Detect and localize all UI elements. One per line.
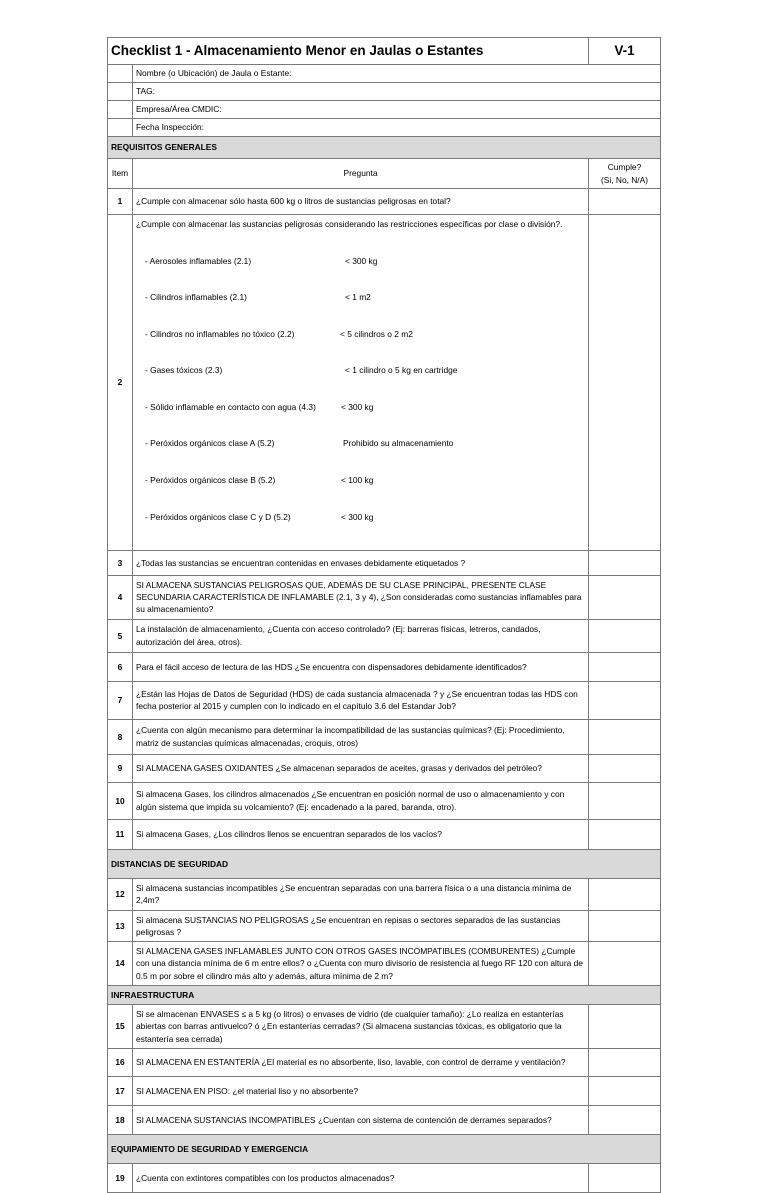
restriction-limit: < 300 kg bbox=[341, 401, 374, 412]
info-row-company bbox=[108, 101, 661, 119]
info-field-company[interactable]: Empresa/Área CMDIC: bbox=[133, 101, 661, 119]
restriction-label: - Peróxidos orgánicos clase C y D (5.2) bbox=[145, 511, 291, 522]
question-text: Si almacena SUSTANCIAS NO PELIGROSAS ¿Se encuentran en repisas o sectores separados de las sustancias peligrosas ? bbox=[133, 910, 589, 941]
item-number: 15 bbox=[108, 1005, 133, 1049]
question-text: Si almacena Gases, ¿Los cilindros llenos se encuentran separados de los vacíos? bbox=[133, 819, 589, 849]
restriction-label: - Cilindros inflamables (2.1) bbox=[145, 292, 247, 303]
info-spacer bbox=[108, 65, 133, 83]
question-row bbox=[108, 619, 661, 652]
item-number: 9 bbox=[108, 754, 133, 782]
section-infra bbox=[108, 986, 661, 1005]
question-row bbox=[108, 1106, 661, 1135]
item-number: 17 bbox=[108, 1077, 133, 1106]
question-text: SI ALMACENA GASES INFLAMABLES JUNTO CON OTROS GASES INCOMPATIBLES (COMBURENTES) ¿Cumple con una distancia mínima de 6 m entre ellos? o ¿Cuenta con muro divisorio de resistencia al fuego RF 120 con altura de 0.5 m por sobre el cilindro más alto y además, altura mínima de 2 m? bbox=[133, 942, 589, 986]
question-text: SI ALMACENA SUSTANCIAS INCOMPATIBLES ¿Cuentan con sistema de contención de derrames separados? bbox=[133, 1106, 589, 1135]
info-field-tag[interactable]: TAG: bbox=[133, 83, 661, 101]
question-row bbox=[108, 754, 661, 782]
section-general bbox=[108, 137, 661, 159]
restriction-label: - Peróxidos orgánicos clase A (5.2) bbox=[145, 438, 275, 449]
complies-label: Cumple? bbox=[607, 162, 642, 173]
item-number: 4 bbox=[108, 576, 133, 620]
item-number: 11 bbox=[108, 819, 133, 849]
item-number: 5 bbox=[108, 619, 133, 652]
restriction-item bbox=[145, 401, 585, 413]
item-number: 1 bbox=[108, 189, 133, 215]
question-text: ¿Cuenta con algún mecanismo para determinar la incompatibilidad de las sustancias químicas? (Ej: Procedimiento, matriz de sustancias químicas almacenadas, croquis, otros) bbox=[133, 719, 589, 754]
restriction-limit: Prohibido su almacenamiento bbox=[343, 438, 454, 449]
restriction-limit: < 100 kg bbox=[341, 474, 374, 485]
restriction-limit: < 300 kg bbox=[341, 511, 374, 522]
restriction-item bbox=[145, 474, 585, 486]
question-text: ¿Todas las sustancias se encuentran contenidas en envases debidamente etiquetados ? bbox=[133, 551, 589, 576]
complies-column-header bbox=[589, 159, 661, 189]
restriction-item bbox=[145, 364, 585, 376]
item-number: 16 bbox=[108, 1049, 133, 1077]
question-row bbox=[108, 878, 661, 910]
section-equipment bbox=[108, 1135, 661, 1164]
checklist-title: Checklist 1 - Almacenamiento Menor en Jaulas o Estantes bbox=[108, 38, 589, 65]
restriction-item bbox=[145, 511, 585, 523]
title-row bbox=[108, 38, 661, 65]
question-row bbox=[108, 719, 661, 754]
complies-cell[interactable] bbox=[589, 1106, 661, 1135]
question-row bbox=[108, 910, 661, 941]
restriction-label: - Sólido inflamable en contacto con agua (4.3) bbox=[145, 401, 316, 412]
question-row bbox=[108, 189, 661, 215]
question-text bbox=[133, 215, 589, 551]
complies-cell[interactable] bbox=[589, 878, 661, 910]
info-row-date bbox=[108, 119, 661, 137]
complies-cell[interactable] bbox=[589, 619, 661, 652]
complies-cell[interactable] bbox=[589, 1164, 661, 1193]
section-title: INFRAESTRUCTURA bbox=[108, 986, 661, 1005]
question-text: SI ALMACENA GASES OXIDANTES ¿Se almacenan separados de aceites, grasas y derivados del petróleo? bbox=[133, 754, 589, 782]
section-title: REQUISITOS GENERALES bbox=[108, 137, 661, 159]
info-field-date[interactable]: Fecha Inspección: bbox=[133, 119, 661, 137]
info-field-name[interactable]: Nombre (o Ubicación) de Jaula o Estante: bbox=[133, 65, 661, 83]
item-number: 19 bbox=[108, 1164, 133, 1193]
question-row bbox=[108, 215, 661, 551]
complies-cell[interactable] bbox=[589, 551, 661, 576]
item-number: 6 bbox=[108, 652, 133, 681]
question-row bbox=[108, 681, 661, 719]
info-spacer bbox=[108, 101, 133, 119]
question-text: ¿Cuenta con extintores compatibles con los productos almacenados? bbox=[133, 1164, 589, 1193]
restriction-item bbox=[145, 437, 585, 449]
complies-cell[interactable] bbox=[589, 1005, 661, 1049]
item-number: 13 bbox=[108, 910, 133, 941]
restriction-label: - Aerosoles inflamables (2.1) bbox=[145, 255, 252, 266]
section-title: DISTANCIAS DE SEGURIDAD bbox=[108, 849, 661, 878]
info-row-name bbox=[108, 65, 661, 83]
question-row bbox=[108, 1077, 661, 1106]
item-number: 7 bbox=[108, 681, 133, 719]
question-text: Si se almacenan ENVASES ≤ a 5 kg (o litros) o envases de vidrio (de cualquier tamaño): ¿Lo realiza en estanterías abiertas con barras antivuelco? ó ¿En estanterías cerradas? (Si almacena sustancias tóxicas, es obligatorio que la estantería sea cerrada) bbox=[133, 1005, 589, 1049]
complies-cell[interactable] bbox=[589, 1077, 661, 1106]
restriction-label: - Gases tóxicos (2.3) bbox=[145, 365, 223, 376]
restriction-limit: < 300 kg bbox=[345, 255, 378, 266]
restriction-limit: < 1 cilindro o 5 kg en cartridge bbox=[345, 365, 458, 376]
question-row bbox=[108, 652, 661, 681]
question-row bbox=[108, 1164, 661, 1193]
question-row bbox=[108, 782, 661, 819]
question-column-header: Pregunta bbox=[133, 159, 589, 189]
question-row bbox=[108, 1005, 661, 1049]
question-text: ¿Cumple con almacenar sólo hasta 600 kg o litros de sustancias peligrosas en total? bbox=[133, 189, 589, 215]
question-text: La instalación de almacenamiento, ¿Cuenta con acceso controlado? (Ej: barreras físicas, letreros, candados, autorización del área, otros). bbox=[133, 619, 589, 652]
complies-cell[interactable] bbox=[589, 754, 661, 782]
complies-cell[interactable] bbox=[589, 942, 661, 986]
info-row-tag bbox=[108, 83, 661, 101]
complies-options: (Si, No, N/A) bbox=[601, 174, 648, 185]
section-distances bbox=[108, 849, 661, 878]
question-text: SI ALMACENA EN ESTANTERÍA ¿El material es no absorbente, liso, lavable, con control de derrame y ventilación? bbox=[133, 1049, 589, 1077]
restriction-item bbox=[145, 255, 585, 267]
restriction-item bbox=[145, 328, 585, 340]
item-number: 2 bbox=[108, 215, 133, 551]
question-row bbox=[108, 942, 661, 986]
question-row bbox=[108, 1049, 661, 1077]
restriction-limit: < 1 m2 bbox=[345, 292, 371, 303]
complies-cell[interactable] bbox=[589, 719, 661, 754]
item-number: 12 bbox=[108, 878, 133, 910]
complies-cell[interactable] bbox=[589, 910, 661, 941]
question-text-main: ¿Cumple con almacenar las sustancias peligrosas considerando las restricciones específicas por clase o división?. bbox=[136, 219, 563, 229]
question-text: SI ALMACENA EN PISO: ¿el material liso y no absorbente? bbox=[133, 1077, 589, 1106]
question-text: Si almacena sustancias incompatibles ¿Se encuentran separadas con una barrera física o a una distancia mínima de 2,4m? bbox=[133, 878, 589, 910]
complies-cell[interactable] bbox=[589, 782, 661, 819]
complies-cell[interactable] bbox=[589, 652, 661, 681]
question-row bbox=[108, 551, 661, 576]
complies-cell[interactable] bbox=[589, 189, 661, 215]
version-label: V-1 bbox=[589, 38, 661, 65]
question-text: SI ALMACENA SUSTANCIAS PELIGROSAS QUE, ADEMÁS DE SU CLASE PRINCIPAL, PRESENTE CLASE SECUNDARIA CARACTERÍSTICA DE INFLAMABLE (2.1, 3 y 4), ¿Son consideradas como sustancias inflamables para su almacenamiento? bbox=[133, 576, 589, 620]
item-number: 10 bbox=[108, 782, 133, 819]
item-number: 18 bbox=[108, 1106, 133, 1135]
question-text: ¿Están las Hojas de Datos de Seguridad (HDS) de cada sustancia almacenada ? y ¿Se encuentran todas las HDS con fecha posterior al 2015 y cumplen con lo indicado en el capítulo 3.6 del Estandar Job? bbox=[133, 681, 589, 719]
question-row bbox=[108, 576, 661, 620]
restriction-label: - Cilindros no inflamables no tóxico (2.2) bbox=[145, 328, 295, 339]
complies-cell[interactable] bbox=[589, 819, 661, 849]
complies-cell[interactable] bbox=[589, 576, 661, 620]
info-spacer bbox=[108, 83, 133, 101]
restriction-list bbox=[136, 230, 585, 547]
restriction-item bbox=[145, 291, 585, 303]
complies-cell[interactable] bbox=[589, 681, 661, 719]
info-spacer bbox=[108, 119, 133, 137]
checklist-table bbox=[107, 37, 661, 1193]
complies-cell[interactable] bbox=[589, 1049, 661, 1077]
column-header-row bbox=[108, 159, 661, 189]
item-number: 3 bbox=[108, 551, 133, 576]
question-row bbox=[108, 819, 661, 849]
restriction-label: - Peróxidos orgánicos clase B (5.2) bbox=[145, 474, 276, 485]
complies-cell[interactable] bbox=[589, 215, 661, 551]
question-text: Para el fácil acceso de lectura de las HDS ¿Se encuentra con dispensadores debidamente identificados? bbox=[133, 652, 589, 681]
item-number: 8 bbox=[108, 719, 133, 754]
item-column-header: Item bbox=[108, 159, 133, 189]
section-title: EQUIPAMIENTO DE SEGURIDAD Y EMERGENCIA bbox=[108, 1135, 661, 1164]
restriction-limit: < 5 cilindros o 2 m2 bbox=[340, 328, 413, 339]
item-number: 14 bbox=[108, 942, 133, 986]
question-text: Si almacena Gases, los cilindros almacenados ¿Se encuentran en posición normal de uso o almacenamiento y con algún sistema que impida su volcamiento? (Ej: encadenado a la pared, baranda, otro). bbox=[133, 782, 589, 819]
